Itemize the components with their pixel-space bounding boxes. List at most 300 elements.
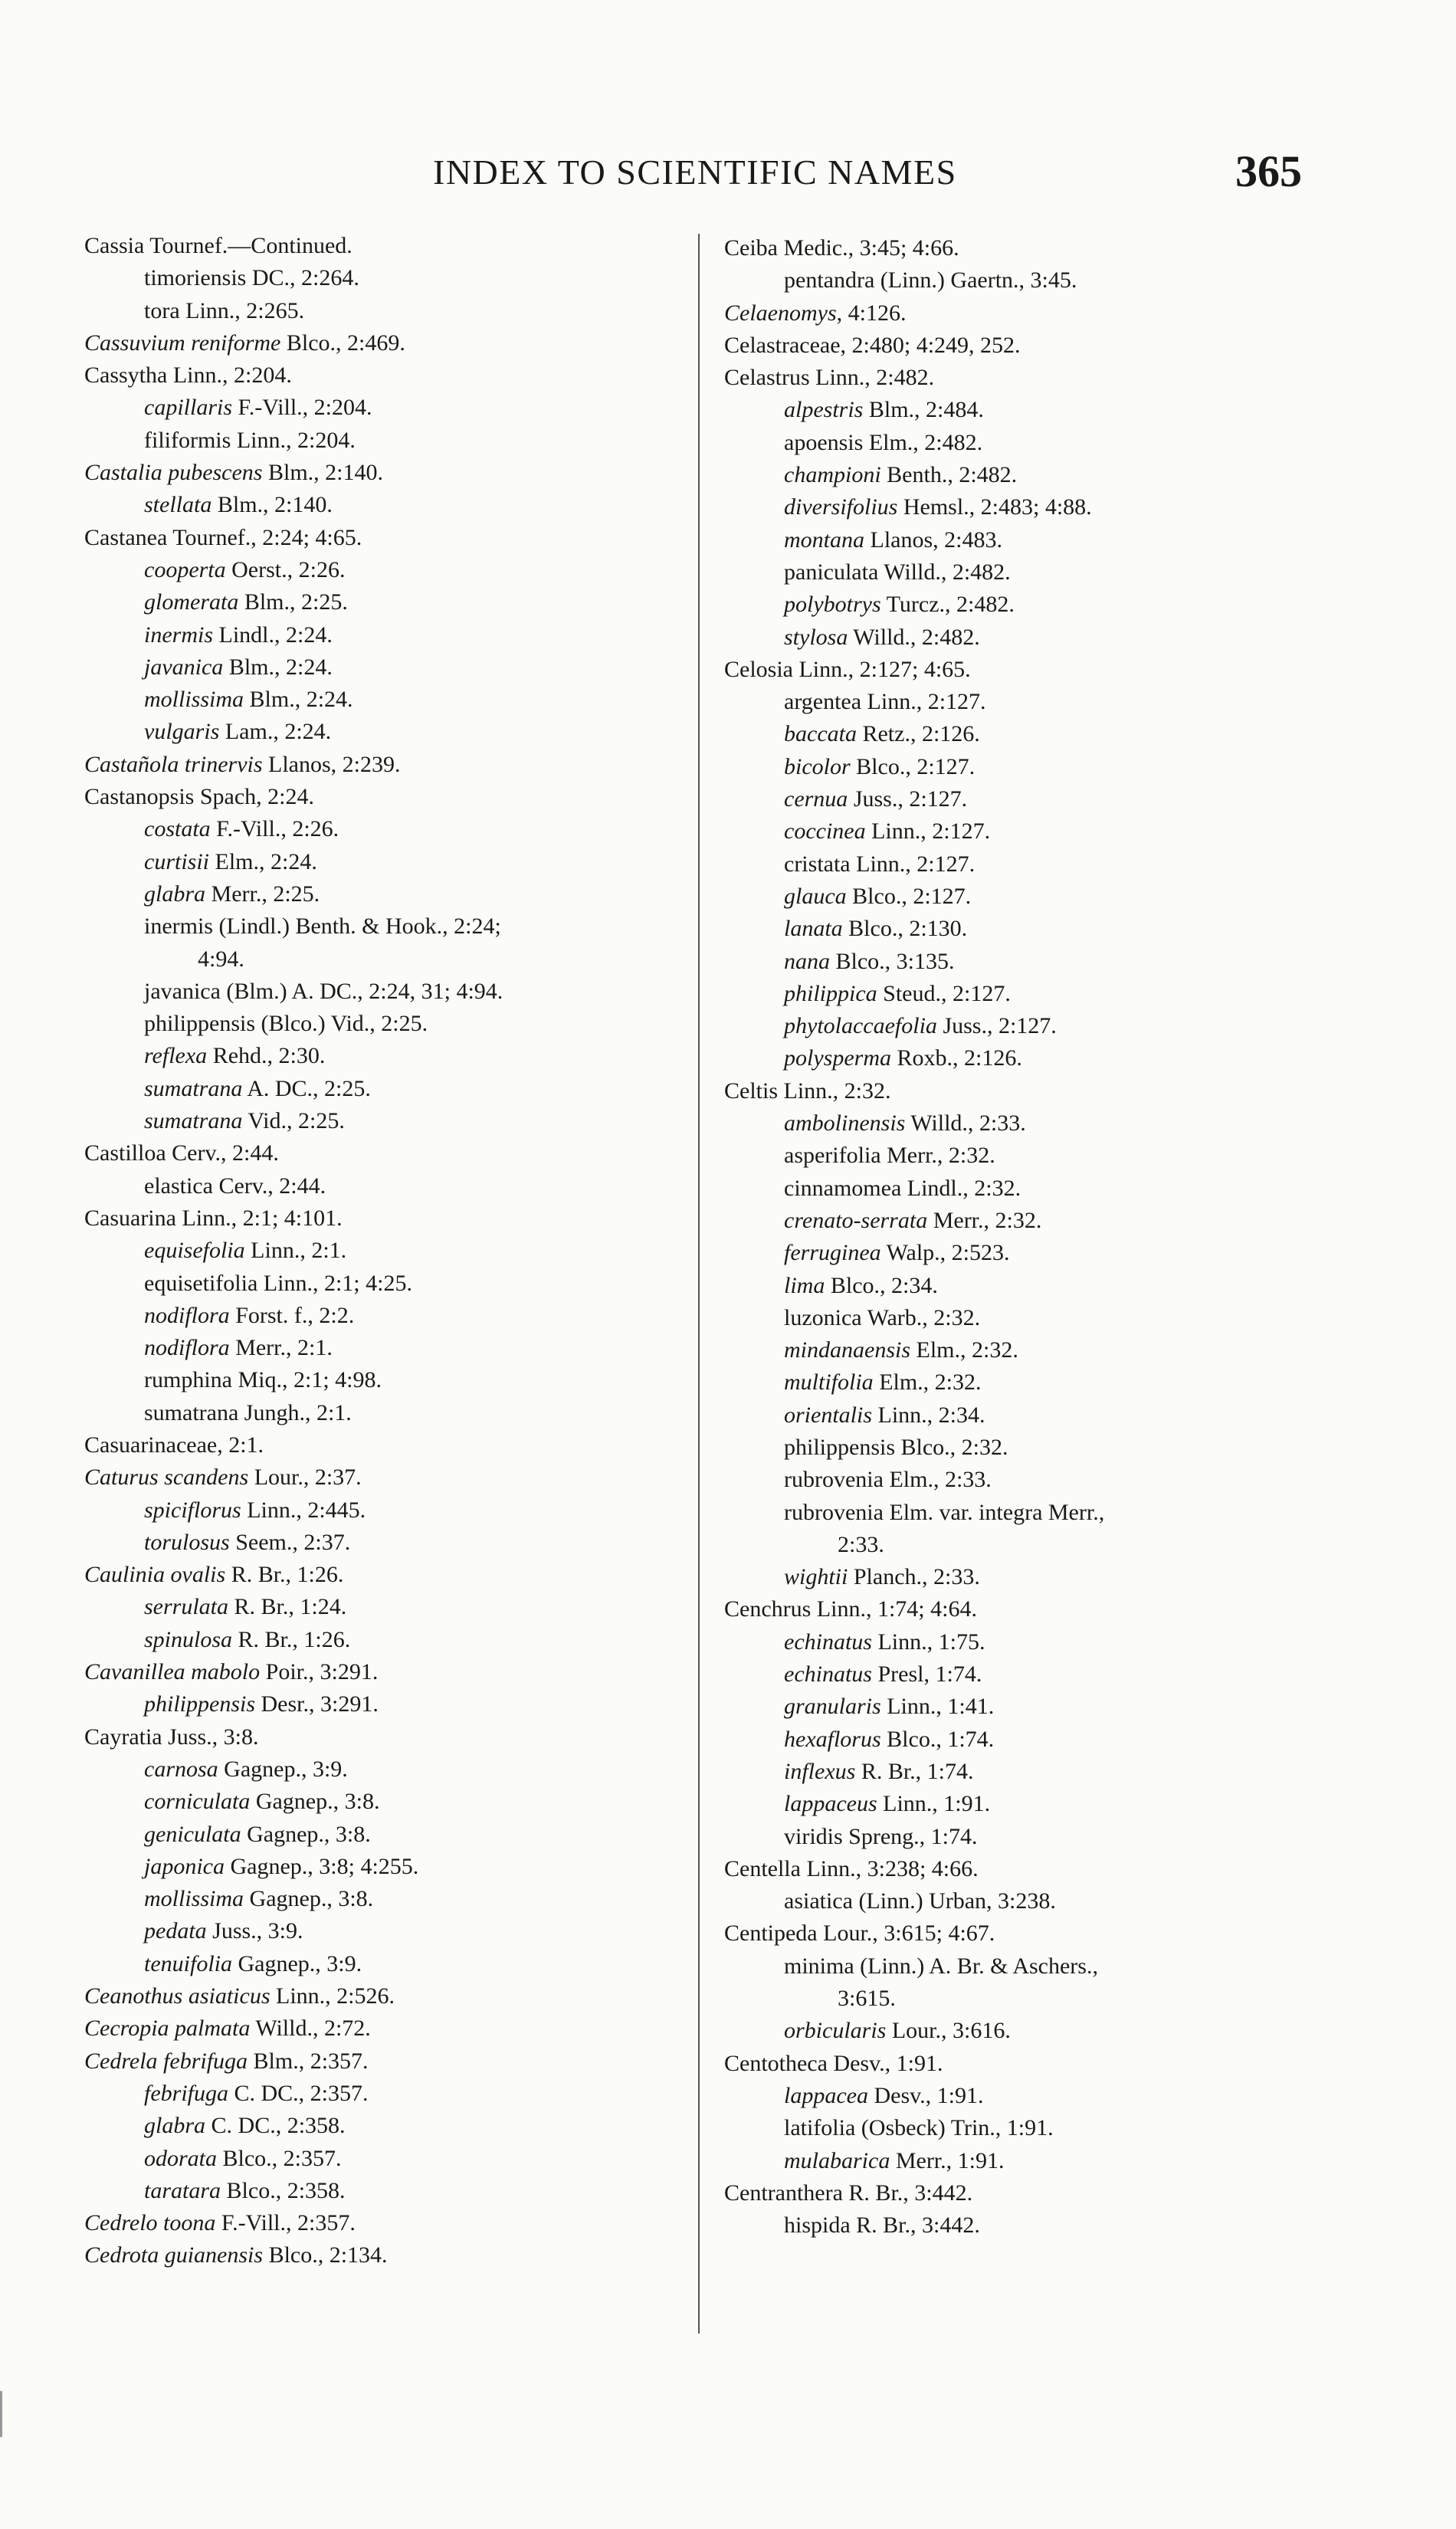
index-entry — [724, 394, 1330, 426]
entry-text: Centotheca Desv., 1:91. — [724, 2050, 943, 2076]
entry-text: Rehd., 2:30. — [207, 1043, 326, 1069]
entry-italic-name: japonica — [144, 1853, 225, 1879]
index-entry — [724, 1432, 1330, 1464]
entry-italic-name: diversifolius — [784, 494, 898, 520]
entry-text: Blco., 1:74. — [880, 1726, 995, 1752]
index-entry — [84, 1948, 690, 1980]
index-entry — [724, 1593, 1330, 1625]
index-entry — [84, 1040, 690, 1072]
index-entry — [84, 1494, 690, 1527]
entry-text: Walp., 2:523. — [880, 1240, 1010, 1266]
entry-text: Gagnep., 3:8. — [241, 1821, 371, 1847]
entry-italic-name: Cassuvium reniforme — [84, 330, 281, 356]
index-entry — [84, 1332, 690, 1364]
index-entry — [724, 946, 1330, 978]
index-entry — [84, 2012, 690, 2045]
entry-italic-name: lappaceus — [784, 1791, 877, 1817]
entry-text: argentea Linn., 2:127. — [784, 689, 986, 715]
entry-text: C. DC., 2:358. — [205, 2113, 346, 2139]
entry-text: apoensis Elm., 2:482. — [784, 429, 983, 455]
entry-text: F.-Vill., 2:357. — [215, 2210, 356, 2236]
index-entry — [724, 1140, 1330, 1172]
entry-text: viridis Spreng., 1:74. — [784, 1823, 978, 1849]
entry-text: Oerst., 2:26. — [225, 556, 346, 582]
entry-text: Celastrus Linn., 2:482. — [724, 365, 935, 391]
entry-text: cristata Linn., 2:127. — [784, 851, 976, 877]
index-entry — [84, 489, 690, 521]
entry-text: Blm., 2:357. — [248, 2048, 369, 2074]
index-entry — [724, 459, 1330, 491]
entry-text: Blco., 2:357. — [217, 2145, 342, 2171]
entry-text: elastica Cerv., 2:44. — [144, 1173, 326, 1199]
entry-italic-name: capillaris — [144, 395, 233, 421]
entry-text: inermis (Lindl.) Benth. & Hook., 2:24; — [144, 914, 501, 940]
entry-text: R. Br., 1:24. — [228, 1594, 347, 1620]
index-entry — [724, 913, 1330, 945]
entry-text: Blco., 2:134. — [263, 2242, 388, 2268]
entry-italic-name: granularis — [784, 1694, 881, 1720]
entry-text: Linn., 2:127. — [865, 818, 991, 845]
entry-italic-name: glabra — [144, 2113, 206, 2139]
index-entry — [724, 1497, 1330, 1529]
entry-text: asperifolia Merr., 2:32. — [784, 1143, 995, 1169]
entry-text: Lam., 2:24. — [219, 719, 332, 745]
entry-text: Blm., 2:140. — [212, 492, 333, 518]
entry-text: Centella Linn., 3:238; 4:66. — [724, 1855, 979, 1881]
entry-text: Blm., 2:24. — [244, 687, 353, 713]
index-entry — [84, 2045, 690, 2078]
entry-italic-name: Cedrelo toona — [84, 2210, 216, 2236]
entry-text: Castanea Tournef., 2:24; 4:65. — [84, 524, 362, 550]
entry-italic-name: costata — [144, 816, 211, 842]
entry-text: Gagnep., 3:9. — [218, 1756, 348, 1782]
index-entry — [724, 1756, 1330, 1788]
entry-text: sumatrana Jungh., 2:1. — [144, 1399, 352, 1425]
entry-text: Willd., 2:482. — [848, 624, 980, 650]
entry-text: pentandra (Linn.) Gaertn., 3:45. — [784, 267, 1077, 294]
index-entry — [84, 1656, 690, 1688]
index-entry — [724, 751, 1330, 783]
entry-italic-name: glauca — [784, 883, 847, 909]
index-entry — [84, 846, 690, 878]
entry-text: rubrovenia Elm. var. integra Merr., — [784, 1499, 1105, 1525]
index-entry — [84, 425, 690, 457]
index-entry — [84, 1170, 690, 1202]
index-entry — [84, 2175, 690, 2207]
entry-text: Gagnep., 3:8; 4:255. — [225, 1853, 419, 1879]
entry-italic-name: polysperma — [784, 1045, 891, 1071]
entry-text: R. Br., 1:26. — [225, 1562, 344, 1588]
entry-italic-name: curtisii — [144, 848, 210, 874]
entry-text: Blco., 2:127. — [846, 883, 972, 909]
entry-text: Merr., 2:1. — [229, 1335, 333, 1361]
entry-text: Juss., 2:127. — [936, 1013, 1057, 1039]
entry-italic-name: ferruginea — [784, 1240, 881, 1266]
index-entry — [84, 651, 690, 684]
running-header — [0, 146, 1456, 207]
index-entry — [84, 1980, 690, 2012]
index-entry — [84, 1461, 690, 1494]
index-entry — [724, 718, 1330, 750]
entry-text: Lour., 2:37. — [248, 1465, 362, 1491]
entry-text: Cassia Tournef.—Continued. — [84, 233, 353, 258]
entry-italic-name: vulgaris — [144, 719, 220, 745]
entry-text: Castilloa Cerv., 2:44. — [84, 1140, 279, 1166]
index-entry — [724, 1788, 1330, 1820]
entry-italic-name: crenato-serrata — [784, 1207, 928, 1233]
index-entry — [84, 910, 690, 943]
entry-text: Blm., 2:140. — [262, 460, 384, 486]
entry-italic-name: odorata — [144, 2145, 218, 2171]
index-entry — [84, 976, 690, 1008]
index-entry — [84, 1819, 690, 1851]
index-entry — [724, 1334, 1330, 1366]
entry-italic-name: multifolia — [784, 1369, 874, 1396]
entry-italic-name: inflexus — [784, 1758, 856, 1784]
index-entry — [84, 684, 690, 716]
index-entry — [724, 1561, 1330, 1593]
entry-text: Linn., 2:526. — [270, 1983, 395, 2009]
entry-text: Celosia Linn., 2:127; 4:65. — [724, 656, 971, 682]
index-entry — [724, 1724, 1330, 1756]
index-entry — [724, 2080, 1330, 2112]
entry-text: Gagnep., 3:8. — [244, 1886, 374, 1912]
entry-italic-name: cernua — [784, 786, 848, 812]
entry-italic-name: echinatus — [784, 1629, 872, 1655]
index-entry — [84, 1624, 690, 1656]
entry-text: Centranthera R. Br., 3:442. — [724, 2180, 973, 2206]
entry-text: Llanos, 2:239. — [262, 751, 401, 777]
index-entry — [84, 457, 690, 489]
index-entry — [84, 2239, 690, 2272]
entry-text: Desv., 1:91. — [867, 2082, 984, 2108]
index-entry — [84, 262, 690, 294]
entry-italic-name: lanata — [784, 916, 843, 942]
entry-text: Desr., 3:291. — [255, 1691, 379, 1717]
entry-text: R. Br., 1:26. — [232, 1626, 351, 1652]
index-entry — [84, 1008, 690, 1040]
index-entry — [724, 556, 1330, 589]
entry-text: A. DC., 2:25. — [242, 1075, 371, 1101]
entry-text: Poir., 3:291. — [260, 1659, 379, 1685]
entry-text: Blco., 3:135. — [830, 948, 955, 974]
index-entry — [724, 589, 1330, 621]
index-entry — [724, 2112, 1330, 2144]
index-entry — [724, 686, 1330, 718]
index-entry — [724, 1302, 1330, 1334]
entry-text: Merr., 2:32. — [927, 1207, 1042, 1233]
entry-italic-name: polybotrys — [784, 592, 881, 618]
index-entry — [84, 2110, 690, 2142]
index-entry — [84, 1300, 690, 1332]
entry-text: Blm., 2:24. — [223, 654, 333, 680]
entry-italic-name: lima — [784, 1272, 825, 1298]
entry-italic-name: sumatrana — [144, 1108, 243, 1134]
index-entry — [84, 2078, 690, 2110]
index-entry — [724, 1658, 1330, 1691]
entry-italic-name: mollissima — [144, 1886, 244, 1912]
entry-text: Linn., 1:41. — [880, 1694, 995, 1720]
entry-text: Elm., 2:32. — [910, 1337, 1018, 1363]
running-title: INDEX TO SCIENTIFIC NAMES — [433, 153, 957, 192]
entry-italic-name: cooperta — [144, 556, 226, 582]
index-entry — [724, 1691, 1330, 1723]
entry-italic-name: geniculata — [144, 1821, 241, 1847]
index-entry — [724, 2015, 1330, 2047]
index-entry — [84, 1721, 690, 1753]
entry-italic-name: glabra — [144, 881, 206, 907]
index-entry — [724, 297, 1330, 330]
index-entry — [84, 1753, 690, 1786]
entry-text: Casuarina Linn., 2:1; 4:101. — [84, 1205, 343, 1231]
entry-italic-name: inermis — [144, 622, 213, 648]
entry-italic-name: equisefolia — [144, 1238, 245, 1264]
index-entry — [724, 1075, 1330, 1107]
entry-italic-name: wightii — [784, 1564, 848, 1590]
index-entry — [84, 1268, 690, 1300]
entry-italic-name: mindanaensis — [784, 1337, 910, 1363]
entry-text: Celtis Linn., 2:32. — [724, 1078, 891, 1104]
index-entry — [84, 749, 690, 781]
entry-text: Elm., 2:24. — [209, 848, 317, 874]
index-entry — [724, 1464, 1330, 1496]
entry-italic-name: Cecropia palmata — [84, 2016, 251, 2042]
index-entry — [724, 2145, 1330, 2177]
index-entry — [84, 392, 690, 424]
entry-italic-name: ambolinensis — [784, 1110, 906, 1137]
entry-italic-name: Cedrela febrifuga — [84, 2048, 248, 2074]
entry-text: paniculata Willd., 2:482. — [784, 559, 1011, 585]
entry-text: Willd., 2:33. — [905, 1110, 1026, 1137]
index-entry — [724, 264, 1330, 297]
entry-italic-name: orbicularis — [784, 2018, 887, 2044]
index-entry — [724, 1885, 1330, 1917]
index-entry — [724, 1010, 1330, 1042]
index-entry — [84, 1591, 690, 1623]
index-entry — [724, 783, 1330, 815]
entry-italic-name: montana — [784, 526, 864, 553]
entry-italic-name: mollissima — [144, 687, 244, 713]
entry-text: Turcz., 2:482. — [880, 592, 1015, 618]
index-entry — [724, 815, 1330, 848]
entry-text: Blco., 2:130. — [842, 916, 968, 942]
index-entry — [724, 1917, 1330, 1950]
entry-text: , 4:126. — [836, 300, 907, 326]
index-entry — [724, 2048, 1330, 2080]
index-entry — [724, 427, 1330, 459]
entry-text: Benth., 2:482. — [880, 462, 1018, 488]
entry-text: Castanopsis Spach, 2:24. — [84, 784, 314, 810]
index-entry — [724, 654, 1330, 686]
entry-text: Steud., 2:127. — [877, 980, 1011, 1006]
entry-italic-name: spinulosa — [144, 1626, 233, 1652]
entry-text: Retz., 2:126. — [856, 721, 980, 747]
entry-text: Planch., 2:33. — [848, 1564, 980, 1590]
index-entry — [84, 1073, 690, 1105]
entry-italic-name: hexaflorus — [784, 1726, 881, 1752]
entry-italic-name: carnosa — [144, 1756, 218, 1782]
entry-text: hispida R. Br., 3:442. — [784, 2212, 980, 2239]
index-entry — [84, 878, 690, 910]
entry-italic-name: nodiflora — [144, 1335, 230, 1361]
index-entry — [84, 1851, 690, 1883]
entry-text: Casuarinaceae, 2:1. — [84, 1432, 264, 1458]
entry-text: Seem., 2:37. — [229, 1529, 351, 1555]
index-entry — [724, 1950, 1330, 1983]
index-entry — [84, 1883, 690, 1915]
entry-text: Forst. f., 2:2. — [229, 1302, 355, 1328]
entry-text: C. DC., 2:357. — [228, 2080, 369, 2106]
index-column-left — [84, 230, 690, 2272]
entry-text: filiformis Linn., 2:204. — [144, 427, 356, 453]
entry-text: latifolia (Osbeck) Trin., 1:91. — [784, 2115, 1054, 2141]
entry-text: 2:33. — [838, 1531, 884, 1557]
index-entry — [84, 1786, 690, 1818]
entry-text: timoriensis DC., 2:264. — [144, 265, 359, 291]
entry-italic-name: Caturus scandens — [84, 1465, 249, 1491]
entry-text: Linn., 2:1. — [244, 1238, 347, 1264]
scan-edge-mark — [0, 2391, 2, 2437]
index-entry — [84, 586, 690, 618]
entry-text: Centipeda Lour., 3:615; 4:67. — [724, 1921, 995, 1947]
index-entry — [84, 2207, 690, 2239]
index-entry — [724, 1853, 1330, 1885]
entry-italic-name: echinatus — [784, 1661, 872, 1688]
entry-text: Linn., 2:34. — [872, 1402, 985, 1428]
entry-italic-name: nana — [784, 948, 830, 974]
index-entry — [724, 1237, 1330, 1269]
entry-text: Linn., 1:91. — [877, 1791, 991, 1817]
entry-text: Willd., 2:72. — [250, 2016, 371, 2042]
entry-text: F.-Vill., 2:204. — [232, 395, 372, 421]
entry-text: Juss., 2:127. — [848, 786, 968, 812]
entry-text: Cayratia Juss., 3:8. — [84, 1724, 259, 1750]
entry-text: 4:94. — [198, 946, 244, 972]
entry-italic-name: orientalis — [784, 1402, 873, 1428]
entry-italic-name: glomerata — [144, 589, 239, 615]
entry-text: Vid., 2:25. — [242, 1108, 345, 1134]
index-entry — [84, 522, 690, 554]
index-entry — [724, 2209, 1330, 2242]
entry-italic-name: Ceanothus asiaticus — [84, 1983, 271, 2009]
index-entry — [84, 813, 690, 845]
index-entry — [84, 1202, 690, 1235]
entry-text: Lindl., 2:24. — [213, 622, 333, 648]
entry-italic-name: stylosa — [784, 624, 848, 650]
entry-text: Blco., 2:127. — [850, 753, 976, 779]
entry-italic-name: stellata — [144, 492, 212, 518]
entry-italic-name: alpestris — [784, 397, 864, 423]
entry-italic-name: mulabarica — [784, 2147, 890, 2173]
index-entry — [724, 622, 1330, 654]
entry-italic-name: taratara — [144, 2177, 221, 2203]
entry-text: Celastraceae, 2:480; 4:249, 252. — [724, 332, 1021, 358]
entry-text: philippensis (Blco.) Vid., 2:25. — [144, 1011, 428, 1037]
index-entry — [84, 2143, 690, 2175]
entry-text: cinnamomea Lindl., 2:32. — [784, 1175, 1021, 1201]
entry-italic-name: philippica — [784, 980, 877, 1006]
entry-text: Juss., 3:9. — [206, 1918, 303, 1944]
index-entry — [724, 978, 1330, 1010]
entry-italic-name: serrulata — [144, 1594, 229, 1620]
index-entry — [84, 943, 690, 976]
entry-text: Llanos, 2:483. — [864, 526, 1002, 553]
index-entry — [84, 1397, 690, 1429]
entry-text: javanica (Blm.) A. DC., 2:24, 31; 4:94. — [144, 978, 503, 1004]
index-entry — [724, 330, 1330, 362]
entry-text: asiatica (Linn.) Urban, 3:238. — [784, 1888, 1056, 1914]
entry-text: Presl, 1:74. — [871, 1661, 982, 1688]
entry-text: Blco., 2:469. — [280, 330, 405, 356]
entry-italic-name: pedata — [144, 1918, 207, 1944]
entry-text: philippensis Blco., 2:32. — [784, 1434, 1008, 1460]
entry-text: Linn., 2:445. — [241, 1497, 366, 1523]
entry-text: Ceiba Medic., 3:45; 4:66. — [724, 235, 959, 261]
entry-text: Hemsl., 2:483; 4:88. — [897, 494, 1092, 520]
index-entry — [724, 1399, 1330, 1432]
index-entry — [84, 716, 690, 748]
column-divider — [698, 234, 700, 2334]
entry-italic-name: Cavanillea mabolo — [84, 1659, 261, 1685]
entry-italic-name: Castalia pubescens — [84, 460, 263, 486]
entry-italic-name: Caulinia ovalis — [84, 1562, 226, 1588]
entry-text: Roxb., 2:126. — [890, 1045, 1022, 1071]
entry-italic-name: philippensis — [144, 1691, 256, 1717]
index-entry — [84, 1105, 690, 1137]
index-entry — [724, 1983, 1330, 2015]
index-entry — [724, 1042, 1330, 1074]
index-entry — [84, 1235, 690, 1267]
index-entry — [84, 295, 690, 327]
entry-italic-name: reflexa — [144, 1043, 208, 1069]
index-entry — [724, 1205, 1330, 1237]
entry-text: Lour., 3:616. — [886, 2018, 1011, 2044]
entry-italic-name: javanica — [144, 654, 224, 680]
entry-text: F.-Vill., 2:26. — [210, 816, 339, 842]
entry-italic-name: nodiflora — [144, 1302, 230, 1328]
entry-text: Linn., 1:75. — [871, 1629, 985, 1655]
index-entry — [84, 554, 690, 586]
entry-text: Elm., 2:32. — [873, 1369, 982, 1396]
entry-text: 3:615. — [838, 1986, 896, 2012]
entry-text: tora Linn., 2:265. — [144, 297, 305, 323]
entry-italic-name: spiciflorus — [144, 1497, 241, 1523]
index-entry — [724, 524, 1330, 556]
index-entry — [724, 362, 1330, 394]
index-entry — [84, 1364, 690, 1396]
index-entry — [84, 359, 690, 392]
index-entry — [724, 1270, 1330, 1302]
index-entry — [724, 232, 1330, 264]
entry-italic-name: Celaenomys — [724, 300, 837, 326]
index-entry — [724, 491, 1330, 523]
index-entry — [84, 619, 690, 651]
entry-text: Merr., 2:25. — [205, 881, 320, 907]
entry-italic-name: championi — [784, 462, 881, 488]
entry-text: luzonica Warb., 2:32. — [784, 1304, 981, 1330]
entry-text: Gagnep., 3:9. — [232, 1950, 362, 1976]
index-entry — [84, 230, 690, 262]
index-column-right — [724, 232, 1330, 2242]
entry-italic-name: lappacea — [784, 2082, 868, 2108]
index-entry — [84, 1559, 690, 1591]
entry-text: equisetifolia Linn., 2:1; 4:25. — [144, 1270, 412, 1296]
index-entry — [84, 1429, 690, 1461]
index-entry — [724, 1107, 1330, 1140]
entry-italic-name: phytolaccaefolia — [784, 1013, 937, 1039]
entry-italic-name: coccinea — [784, 818, 866, 845]
index-entry — [724, 2177, 1330, 2209]
